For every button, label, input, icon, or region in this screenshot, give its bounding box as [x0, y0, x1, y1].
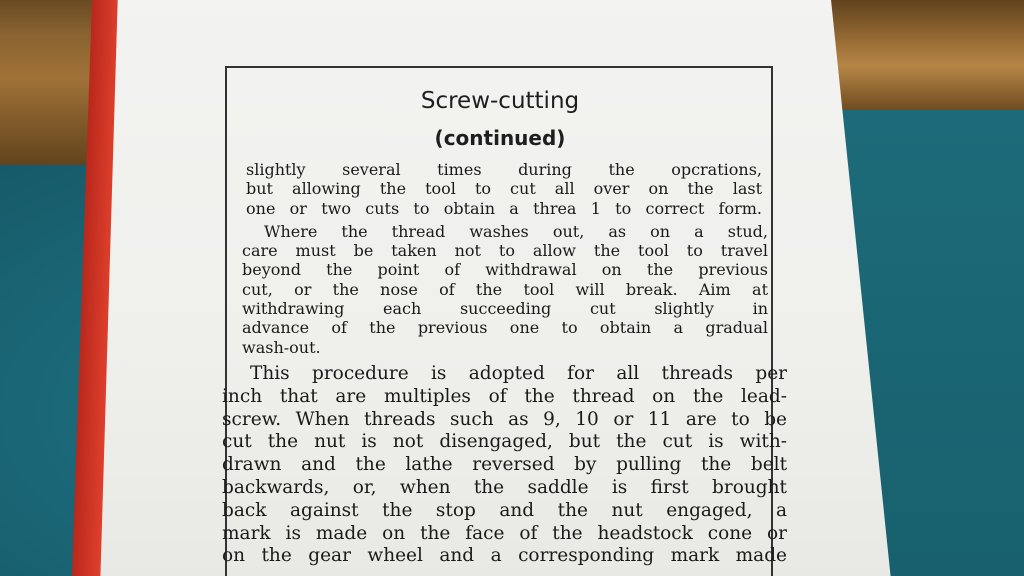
text-line: wash-out.	[242, 337, 321, 357]
text-line: advance of the previous one to obtain a gradual	[242, 318, 768, 338]
text-line: beyond the point of withdrawal on the previous	[242, 260, 768, 280]
text-line: but allowing the tool to cut all over on the last	[246, 179, 762, 199]
text-line: one or two cuts to obtain a threa 1 to correct form.	[246, 198, 762, 218]
text-line: mark is made on the face of the headstock cone or	[222, 522, 787, 544]
text-line: backwards, or, when the saddle is first brought	[222, 476, 787, 498]
text-line: withdrawing each succeeding cut slightly in	[242, 299, 768, 319]
text-line: cut the nut is not disengaged, but the cut is with-	[222, 431, 787, 453]
text-line: care must be taken not to allow the tool to travel	[242, 241, 768, 261]
text-line: drawn and the lathe reversed by pulling the belt	[222, 454, 787, 476]
wooden-shelf-right	[824, 0, 1024, 120]
text-line: on the gear wheel and a corresponding mark made	[222, 545, 787, 567]
text-line: inch that are multiples of the thread on the lead-	[222, 385, 787, 407]
text-line: This procedure is adopted for all threads per	[250, 362, 787, 384]
page-title: Screw-cutting	[420, 88, 580, 114]
paragraph-3	[222, 363, 787, 568]
text-line: cut, or the nose of the tool will break. Aim at	[242, 279, 768, 299]
page-subtitle: (continued)	[434, 126, 566, 150]
paragraph-2	[242, 222, 768, 357]
text-line: screw. When threads such as 9, 10 or 11 are to be	[222, 408, 787, 430]
text-line: slightly several times during the opcrations,	[246, 160, 762, 179]
paragraph-1	[246, 160, 762, 218]
text-line: Where the thread washes out, as on a stud,	[264, 221, 768, 241]
text-line: back against the stop and the nut engaged, a	[222, 499, 787, 521]
body-text	[222, 160, 787, 568]
